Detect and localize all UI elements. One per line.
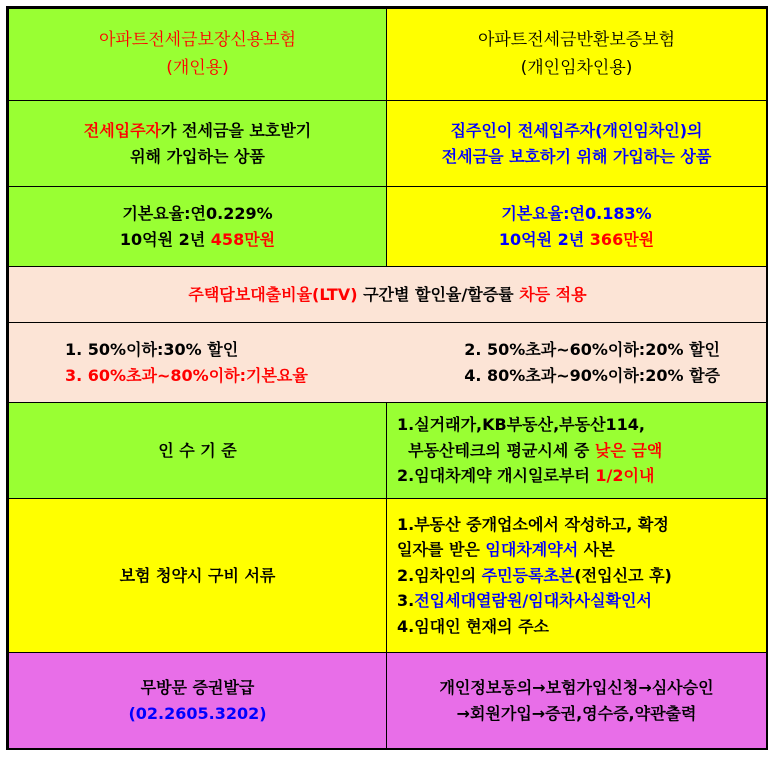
insurance-comparison-sheet — [6, 6, 768, 750]
left-description-cell — [9, 101, 387, 187]
ltv-item-2: 2. 50%초과~60%이하:20% 할인 — [464, 339, 720, 359]
criteria-row — [9, 403, 767, 499]
ltv-label: 주택담보대출비율(LTV) — [188, 284, 358, 304]
left-desc-rest: 가 전세금을 보호받기 — [161, 120, 312, 140]
criteria-line3 — [397, 463, 758, 489]
ltv-items-cell — [9, 323, 767, 403]
documents-line3-prefix: 2.임차인의 — [397, 565, 482, 585]
description-row — [9, 101, 767, 187]
comparison-table — [8, 8, 767, 749]
issuance-label-cell — [9, 653, 387, 749]
criteria-label-cell — [9, 403, 387, 499]
right-desc-line1: 집주인이 전세입주자(개인임차인)의 — [450, 120, 703, 140]
lease-contract: 임대차계약서 — [485, 540, 579, 560]
header-row — [9, 9, 767, 101]
right-header-cell — [387, 9, 767, 101]
left-product-name: 아파트전세금보장신용보험 — [98, 30, 297, 51]
resident-abstract: 주민등록초본 — [481, 565, 575, 585]
criteria-line3-prefix: 2.임대차계약 개시일로부터 — [397, 466, 596, 486]
left-header-cell — [9, 9, 387, 101]
right-product-name: 아파트전세금반환보증보험 — [477, 30, 676, 51]
ltv-items-line2 — [15, 363, 760, 389]
left-product-type: (개인용) — [166, 57, 229, 78]
right-description-cell — [387, 101, 767, 187]
right-base-rate: 기본요율:연0.183% — [501, 203, 652, 223]
left-premium-example — [15, 227, 380, 253]
right-rate-cell — [387, 187, 767, 267]
documents-label-cell — [9, 499, 387, 653]
left-premium-amount: 458만원 — [210, 229, 276, 249]
criteria-detail-cell — [387, 403, 767, 499]
issuance-steps-line2: →회원가입→증권,영수증,약관출력 — [456, 703, 697, 723]
left-desc-line1 — [15, 118, 380, 144]
documents-label: 보험 청약시 구비 서류 — [119, 565, 276, 585]
documents-line4 — [397, 588, 758, 614]
left-desc-highlight: 전세입주자 — [83, 120, 162, 140]
left-rate-cell — [9, 187, 387, 267]
criteria-half-period: 1/2이내 — [595, 466, 655, 486]
documents-line2-suffix: 사본 — [578, 540, 615, 560]
ltv-title-cell — [9, 267, 767, 323]
issuance-steps-line1: 개인정보동의→보험가입신청→심사승인 — [439, 677, 714, 697]
ltv-item-4: 4. 80%초과~90%이하:20% 할증 — [464, 365, 720, 385]
documents-line3-suffix: (전입신고 후) — [574, 565, 672, 585]
left-premium-prefix: 10억원 2년 — [119, 229, 211, 249]
criteria-line2-prefix: 부동산테크의 평균시세 중 — [397, 440, 595, 460]
documents-line1: 1.부동산 중개업소에서 작성하고, 확정 — [397, 514, 669, 534]
issuance-phone[interactable]: (02.2605.3202) — [128, 703, 267, 723]
criteria-label: 인 수 기 준 — [158, 440, 237, 460]
ltv-mid-text: 구간별 할인율/할증률 — [357, 284, 520, 304]
documents-line4-prefix: 3. — [397, 591, 415, 611]
documents-line2-prefix: 일자를 받은 — [397, 540, 486, 560]
right-premium-example — [393, 227, 760, 253]
issuance-title: 무방문 증권발급 — [140, 677, 255, 697]
documents-detail-cell — [387, 499, 767, 653]
ltv-items-line1 — [15, 337, 760, 363]
ltv-differential: 차등 적용 — [519, 284, 587, 304]
issuance-steps-cell — [387, 653, 767, 749]
ltv-item-3: 3. 60%초과~80%이하:기본요율 — [65, 365, 308, 385]
criteria-lower-amount: 낮은 금액 — [594, 440, 663, 460]
right-premium-amount: 366만원 — [589, 229, 655, 249]
documents-line5: 4.임대인 현재의 주소 — [397, 616, 549, 636]
left-desc-line2: 위해 가입하는 상품 — [130, 146, 265, 166]
ltv-items-row — [9, 323, 767, 403]
issuance-row — [9, 653, 767, 749]
left-base-rate: 기본요율:연0.229% — [122, 203, 273, 223]
right-premium-prefix: 10억원 2년 — [498, 229, 590, 249]
criteria-line2 — [397, 438, 758, 464]
documents-line3 — [397, 563, 758, 589]
criteria-line1: 1.실거래가,KB부동산,부동산114, — [397, 415, 645, 435]
documents-row — [9, 499, 767, 653]
household-record: 전입세대열람원/임대차사실확인서 — [414, 591, 652, 611]
right-product-type: (개인임차인용) — [520, 57, 633, 78]
documents-line2 — [397, 537, 758, 563]
right-desc-line2: 전세금을 보호하기 위해 가입하는 상품 — [441, 146, 712, 166]
rate-row — [9, 187, 767, 267]
ltv-item-1: 1. 50%이하:30% 할인 — [65, 339, 239, 359]
ltv-title-row — [9, 267, 767, 323]
